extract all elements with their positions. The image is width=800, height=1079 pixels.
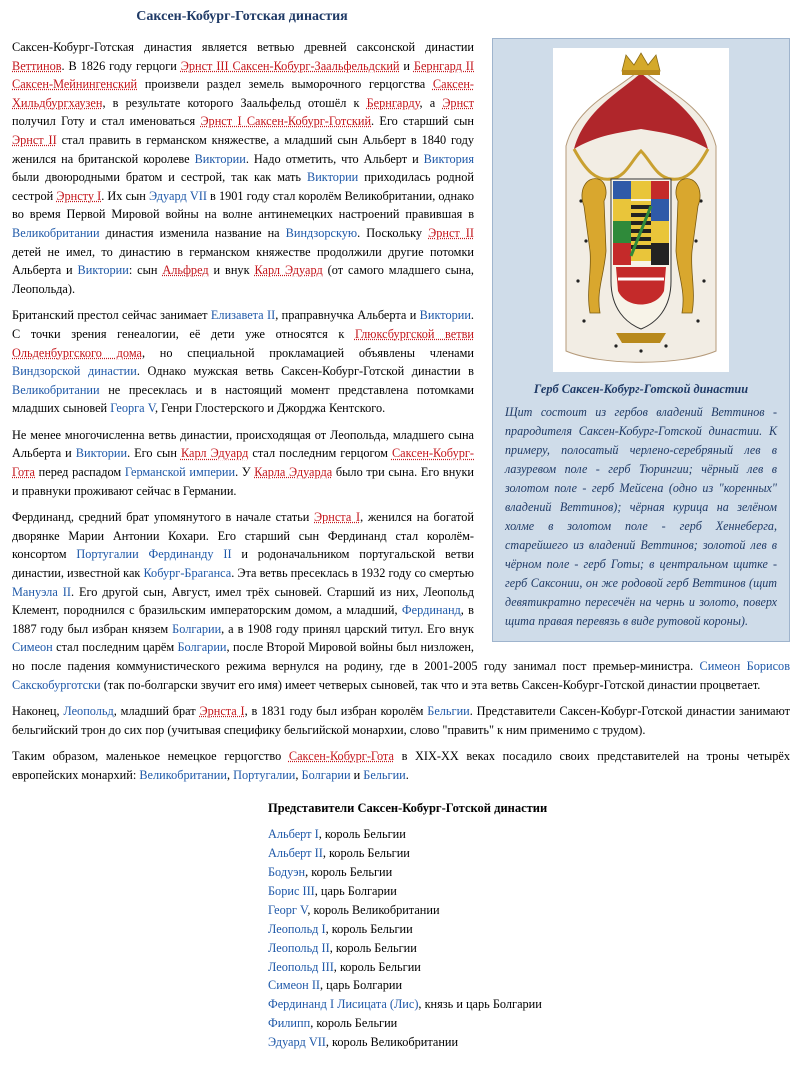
article-link[interactable]: Альфред xyxy=(162,263,209,278)
representative-item xyxy=(268,995,790,1014)
article-link[interactable]: Бельгии xyxy=(363,767,406,782)
article-link[interactable]: Карл Эдуард xyxy=(254,263,323,278)
paragraph-text: стал последним герцогом xyxy=(248,446,392,461)
paragraph-text: , xyxy=(295,767,302,782)
paragraph-text: . Надо отметить, что Альберт и xyxy=(245,151,424,166)
paragraph-text: (так по-болгарски звучит его имя) имеет четверых сыновей, так что и эта ветвь Саксен-Кобург-Готской династии процветает. xyxy=(100,677,761,692)
paragraph-text: стал править в германском княжестве, а младший сын Альберт в 1840 году женился на британской королеве xyxy=(12,132,474,166)
paragraph-text: не пресеклась и в настоящий момент представлена потомками младших сыновей xyxy=(12,382,474,416)
paragraph-text: Таким образом, маленькое немецкое герцогство xyxy=(12,749,289,764)
article-link[interactable]: Елизавета II xyxy=(210,308,276,323)
article-link[interactable]: Виктории xyxy=(194,151,246,166)
representative-link[interactable]: Леопольд III xyxy=(268,959,334,974)
representative-link[interactable]: Альберт II xyxy=(268,846,323,861)
paragraph-6 xyxy=(12,747,790,784)
article-link[interactable]: Эрнст I Саксен-Кобург-Готский xyxy=(200,114,372,129)
article-link[interactable]: Веттинов xyxy=(12,58,62,73)
representative-title: , царь Болгарии xyxy=(320,978,403,993)
paragraph-text: стал последним царём xyxy=(52,640,178,655)
paragraph-text: Наконец, xyxy=(12,704,64,719)
article-link[interactable]: Глюксбургской ветви Ольденбургского дома xyxy=(12,326,475,360)
article-link[interactable]: Виндзорскую xyxy=(285,225,358,240)
paragraph-text: . Его старший сын xyxy=(371,114,474,129)
representative-link[interactable]: Фердинанд I Лисицата (Лис) xyxy=(268,997,419,1012)
paragraph-text: . Поскольку xyxy=(357,225,429,240)
article-link[interactable]: Кобург-Браганса xyxy=(143,566,232,581)
representative-title: , король Бельгии xyxy=(322,846,410,861)
coat-of-arms-infobox xyxy=(492,38,790,642)
article-link[interactable]: Симеон Борисов Сакскобурготски xyxy=(12,659,790,692)
representative-link[interactable]: Георг V xyxy=(268,902,308,917)
article-link[interactable]: Саксен-Кобург-Гота xyxy=(12,446,475,480)
paragraph-text: : сын xyxy=(128,263,163,278)
paragraph-text: , а xyxy=(419,95,443,110)
paragraph-text: . Их сын xyxy=(101,188,149,203)
representative-item xyxy=(268,958,790,977)
paragraph-text: , в результате которого Заальфельд отошёл к xyxy=(102,95,367,110)
article-link[interactable]: Эрнста I xyxy=(199,704,245,719)
paragraph-text: . У xyxy=(235,465,255,480)
article-link[interactable]: Великобритании xyxy=(12,382,100,397)
paragraph-text: , младший брат xyxy=(113,704,200,719)
article-link[interactable]: Эрнст II xyxy=(428,225,475,240)
article-link[interactable]: Виктории xyxy=(307,170,359,185)
paragraph-text: , а в 1908 году принял царский титул. Его внук xyxy=(221,621,474,636)
article-link[interactable]: Виктории xyxy=(77,263,129,278)
representative-title: , король Бельгии xyxy=(333,959,421,974)
paragraph-text: , Генри Глостерского и Джорджа Кентского. xyxy=(155,401,386,416)
article-link[interactable]: Фердинанду II xyxy=(148,547,232,562)
paragraph-text: , xyxy=(226,767,234,782)
article-link[interactable]: Виктория xyxy=(423,151,475,166)
representative-title: , король Бельгии xyxy=(318,827,406,842)
article-link[interactable]: Болгарии xyxy=(177,640,227,655)
paragraph-text: и внук xyxy=(208,263,255,278)
article-link[interactable]: Мануэла II xyxy=(12,584,71,599)
representative-link[interactable]: Леопольд I xyxy=(268,921,326,936)
representatives-section xyxy=(268,799,790,1052)
paragraph-text: (от самого младшего сына, Леопольда). xyxy=(12,263,474,296)
paragraph-text: династия изменила название на xyxy=(99,225,286,240)
representative-item xyxy=(268,920,790,939)
article-link[interactable]: Симеон xyxy=(12,640,53,655)
article-link[interactable]: Эрнст III Саксен-Кобург-Заальфельдский xyxy=(180,58,400,73)
page-title: Саксен-Кобург-Готская династия xyxy=(136,9,348,24)
paragraph-text: было три сына. Его внуки и правнуки проживают сейчас в Германии. xyxy=(12,465,475,498)
paragraph-text: получил Готу и стал именоваться xyxy=(12,114,201,129)
article-link[interactable]: Виктории xyxy=(419,308,471,323)
article-link[interactable]: Португалии xyxy=(76,547,139,562)
paragraph-text: , но специальной прокламацией объявлены членами xyxy=(141,345,474,360)
coat-of-arms-icon xyxy=(556,51,726,369)
article-link[interactable]: Эрнста I xyxy=(314,510,361,525)
representative-title: , король Великобритании xyxy=(325,1035,459,1050)
representative-item xyxy=(268,1033,790,1052)
representative-title: , князь и царь Болгарии xyxy=(418,997,542,1012)
paragraph-text: , женился на богатой дворянке Марии Антонии Кохари. Его старший сын Фердинанд стал королём-консортом xyxy=(12,510,474,562)
representative-link[interactable]: Альберт I xyxy=(268,827,319,842)
article-link[interactable]: Эрнсту I xyxy=(56,188,102,203)
paragraph-text: . Эта ветвь пресеклась в 1932 году со смертью xyxy=(231,566,474,581)
paragraph-5 xyxy=(12,702,790,739)
infobox-caption-text: Щит состоит из гербов владений Веттинов - прародителя Саксен-Кобург-Готской династии. К примеру, полосатый черлено-серебряный лев в лазуревом поле - герб Тюрингии; чёрный лев в золотом поле - герб Мейсена (одно из "коренных" владений Веттинов); чёрная курица на зелёном холме в золотом поле - герб Хеннеберга, старейшего из владений Веттинов; золотой лев в чёрном поле - герб Готы; в центральном щитке - герб Саксонии, он же родовой герб Веттинов (щит девятикратно пересечён на чернь и золото, поверх щита правая перевязь в виде рутовой короны). xyxy=(505,404,777,628)
article-link[interactable]: Великобритании xyxy=(139,767,227,782)
paragraph-text: , праправнучка Альберта и xyxy=(275,308,420,323)
article-link[interactable]: Бернгарду xyxy=(366,95,420,110)
paragraph-text: перед распадом xyxy=(35,465,125,480)
representative-title: , король Бельгии xyxy=(310,1016,398,1031)
paragraph-text: и xyxy=(350,767,364,782)
article-link[interactable]: Болгарии xyxy=(172,621,222,636)
article-link[interactable]: Виндзорской династии xyxy=(12,364,137,379)
representative-link[interactable]: Эдуард VII xyxy=(268,1035,326,1050)
article-link[interactable]: Великобритании xyxy=(12,225,100,240)
article-link[interactable]: Эдуард VII xyxy=(148,188,207,203)
representative-link[interactable]: Симеон II xyxy=(268,978,321,993)
representative-item xyxy=(268,901,790,920)
coat-of-arms-image[interactable] xyxy=(553,48,729,372)
article-link[interactable]: Георга V xyxy=(110,401,156,416)
paragraph-text: произвели раздел земель выморочного герцогства xyxy=(137,77,433,92)
representatives-heading: Представители Саксен-Кобург-Готской династии xyxy=(268,800,548,815)
representative-title: , царь Болгарии xyxy=(314,883,397,898)
representative-item xyxy=(268,939,790,958)
article-link[interactable]: Бельгии xyxy=(427,704,470,719)
article-link[interactable]: Виктории xyxy=(75,446,128,461)
paragraph-text xyxy=(139,547,149,561)
representative-item xyxy=(268,825,790,844)
article-link[interactable]: Эрнст II xyxy=(12,132,57,147)
infobox-caption-title: Герб Саксен-Кобург-Готской династии xyxy=(533,382,749,396)
article-link[interactable]: Португалии xyxy=(233,767,296,782)
paragraph-text: Саксен-Кобург-Готская династия является ветвью древней саксонской династии xyxy=(12,40,474,54)
representatives-list xyxy=(268,825,790,1052)
paragraph-text: были двоюродными братом и сестрой, так как мать xyxy=(12,170,307,185)
paragraph-text: Не менее многочисленна ветвь династии, происходящая от Леопольда, младшего сына Альберта и xyxy=(12,427,474,461)
article-link[interactable]: Фердинанд xyxy=(401,603,461,618)
paragraph-text: детей не имел, то династию в германском княжестве продолжили другие потомки Альберта и xyxy=(12,244,474,278)
representative-link[interactable]: Леопольд II xyxy=(268,940,330,955)
article-link[interactable]: Бернгард II Саксен-Мейнингенский xyxy=(12,58,474,92)
representative-item xyxy=(268,976,790,995)
paragraph-text: в 1901 году стал королём Великобритании, однако во время Первой Мировой войны на волне антинемецких настроений правившая в xyxy=(12,188,475,222)
paragraph-text: . xyxy=(405,767,409,782)
article-link[interactable]: Саксен-Хильдбургхаузен xyxy=(12,77,474,110)
paragraph-text: . С точки зрения генеалогии, её дети уже относятся к xyxy=(12,308,474,341)
representative-title: , король Бельгии xyxy=(325,921,413,936)
paragraph-text: . Однако мужская ветвь Саксен-Кобург-Готской династии в xyxy=(136,364,474,379)
article-link[interactable]: Эрнст xyxy=(442,95,474,110)
paragraph-text: , в 1887 году был избран князем xyxy=(12,603,474,636)
article-link[interactable]: Германской империи xyxy=(124,465,236,480)
article-link[interactable]: Болгарии xyxy=(301,767,351,782)
paragraph-text: . В 1826 году герцоги xyxy=(61,58,181,73)
representative-item xyxy=(268,882,790,901)
representative-title: , король Бельгии xyxy=(329,940,417,955)
article-link[interactable]: Карл Эдуард xyxy=(180,446,249,461)
representative-link[interactable]: Борис III xyxy=(268,883,315,898)
representative-item xyxy=(268,844,790,863)
paragraph-text: , после Второй Мировой войны был низложен, но после падения коммунистического режима вернулся на родину, где в 2001-2005 году занимал пост премьер-министра. xyxy=(12,640,700,673)
paragraph-text: . Его сын xyxy=(127,446,181,461)
paragraph-text: приходилась родной сестрой xyxy=(12,170,474,203)
paragraph-text: Фердинанд, средний брат упомянутого в начале статьи xyxy=(12,510,314,525)
paragraph-text: и xyxy=(399,58,414,73)
article-link[interactable]: Леопольд xyxy=(63,704,114,719)
representative-link[interactable]: Бодуэн xyxy=(268,864,306,879)
representative-title: , король Великобритании xyxy=(307,902,440,917)
paragraph-text: в XIX-XX веках посадило своих представителей на троны четырёх европейских монархий: xyxy=(12,749,790,782)
article-link[interactable]: Карла Эдуарда xyxy=(254,465,333,480)
representative-link[interactable]: Филипп xyxy=(268,1016,311,1031)
paragraph-text: . Представители Саксен-Кобург-Готской династии занимают бельгийский трон до сих пор (учитывая специфику бельгийской монархии, слово "править" к ним применимо с трудом). xyxy=(12,704,791,737)
representative-item xyxy=(268,863,790,882)
paragraph-text: . Его другой сын, Август, имел трёх сыновей. Старший из них, Леопольд Клемент, породнился с бразильским императорским домом, а младший, xyxy=(12,584,474,618)
paragraph-text: , в 1831 году был избран королём xyxy=(244,704,428,719)
article xyxy=(10,8,790,1052)
representative-title: , король Бельгии xyxy=(305,864,393,879)
representative-item xyxy=(268,1014,790,1033)
article-link[interactable]: Саксен-Кобург-Гота xyxy=(288,749,394,764)
paragraph-text: и родоначальником португальской ветви династии, известной как xyxy=(12,547,474,581)
paragraph-text: Британский престол сейчас занимает xyxy=(12,308,211,323)
